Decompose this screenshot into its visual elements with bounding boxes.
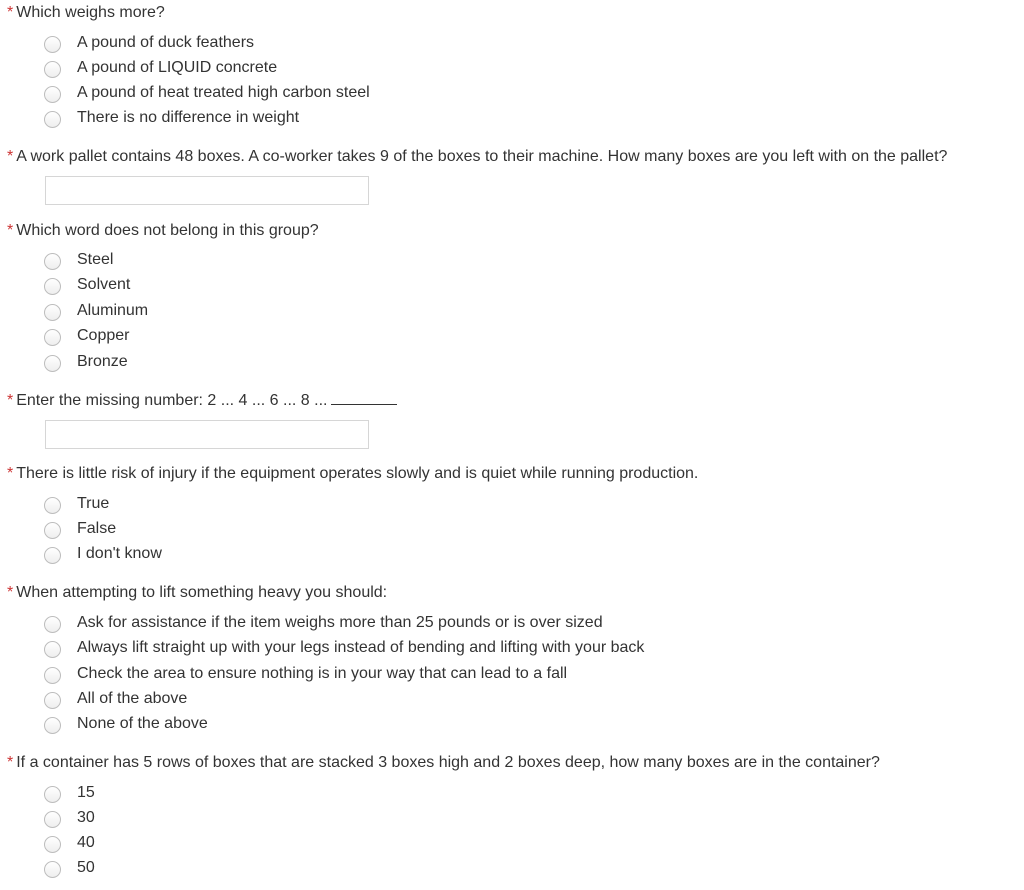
option-label: 50: [77, 859, 95, 876]
radio-option[interactable]: [42, 33, 942, 55]
option-label: Always lift straight up with your legs instead of bending and lifting with your back: [77, 639, 645, 656]
radio-button[interactable]: [44, 61, 61, 78]
radio-button[interactable]: [44, 692, 61, 709]
question-text: There is little risk of injury if the equipment operates slowly and is quiet while running production.: [16, 465, 699, 482]
radio-button[interactable]: [44, 111, 61, 128]
question-title: [7, 583, 387, 603]
radio-button[interactable]: [44, 786, 61, 803]
question-title: [7, 221, 319, 241]
required-asterisk: *: [7, 148, 14, 165]
option-label: Copper: [77, 327, 130, 344]
radio-button[interactable]: [44, 355, 61, 372]
question-title: [7, 147, 947, 167]
option-label: False: [77, 520, 117, 537]
option-label: There is no difference in weight: [77, 109, 300, 126]
radio-option[interactable]: [42, 494, 942, 516]
option-label: A pound of LIQUID concrete: [77, 59, 278, 76]
required-asterisk: *: [7, 754, 14, 771]
radio-option[interactable]: [42, 108, 942, 130]
question-text: When attempting to lift something heavy you should:: [16, 584, 388, 601]
question-title: [7, 3, 165, 23]
radio-button[interactable]: [44, 86, 61, 103]
question-text: A work pallet contains 48 boxes. A co-worker takes 9 of the boxes to their machine. How many boxes are you left with on the pallet?: [16, 148, 948, 165]
required-asterisk: *: [7, 584, 14, 601]
radio-option[interactable]: [42, 58, 942, 80]
option-label: Check the area to ensure nothing is in your way that can lead to a fall: [77, 665, 568, 682]
radio-option[interactable]: [42, 833, 942, 855]
radio-button[interactable]: [44, 497, 61, 514]
radio-option[interactable]: [42, 519, 942, 541]
option-label: Bronze: [77, 353, 128, 370]
radio-option[interactable]: [42, 544, 942, 566]
radio-button[interactable]: [44, 811, 61, 828]
radio-button[interactable]: [44, 616, 61, 633]
option-label: A pound of heat treated high carbon steel: [77, 84, 370, 101]
option-label: Solvent: [77, 276, 131, 293]
option-label: None of the above: [77, 715, 208, 732]
option-label: True: [77, 495, 110, 512]
option-label: A pound of duck feathers: [77, 34, 255, 51]
radio-button[interactable]: [44, 278, 61, 295]
radio-button[interactable]: [44, 522, 61, 539]
radio-option[interactable]: [42, 689, 942, 711]
radio-button[interactable]: [44, 36, 61, 53]
required-asterisk: *: [7, 222, 14, 239]
option-label: 30: [77, 809, 95, 826]
radio-option[interactable]: [42, 808, 942, 830]
radio-button[interactable]: [44, 717, 61, 734]
radio-option[interactable]: [42, 613, 942, 635]
question-text: Which word does not belong in this group?: [16, 222, 319, 239]
option-label: I don't know: [77, 545, 162, 562]
option-label: Ask for assistance if the item weighs more than 25 pounds or is over sized: [77, 614, 603, 631]
option-label: All of the above: [77, 690, 188, 707]
radio-option[interactable]: [42, 301, 942, 323]
radio-button[interactable]: [44, 304, 61, 321]
question-text: Which weighs more?: [16, 4, 165, 21]
radio-button[interactable]: [44, 667, 61, 684]
radio-option[interactable]: [42, 783, 942, 805]
question-text: If a container has 5 rows of boxes that are stacked 3 boxes high and 2 boxes deep, how many boxes are in the container?: [16, 754, 880, 771]
option-label: 40: [77, 834, 95, 851]
option-label: Aluminum: [77, 302, 149, 319]
question-text: Enter the missing number: 2 ... 4 ... 6 ... 8 ...: [16, 392, 328, 409]
question-title: [7, 391, 397, 411]
radio-option[interactable]: [42, 326, 942, 348]
radio-option[interactable]: [42, 664, 942, 686]
required-asterisk: *: [7, 392, 14, 409]
radio-option[interactable]: [42, 83, 942, 105]
pallet-answer-input[interactable]: [45, 176, 369, 205]
radio-button[interactable]: [44, 641, 61, 658]
radio-option[interactable]: [42, 250, 942, 272]
option-label: 15: [77, 784, 95, 801]
radio-option[interactable]: [42, 275, 942, 297]
required-asterisk: *: [7, 4, 14, 21]
option-label: Steel: [77, 251, 114, 268]
radio-option[interactable]: [42, 714, 942, 736]
radio-button[interactable]: [44, 836, 61, 853]
required-asterisk: *: [7, 465, 14, 482]
radio-option[interactable]: [42, 638, 942, 660]
radio-button[interactable]: [44, 861, 61, 878]
blank-underline: [331, 391, 397, 405]
question-title: [7, 464, 698, 484]
radio-button[interactable]: [44, 547, 61, 564]
radio-button[interactable]: [44, 253, 61, 270]
radio-option[interactable]: [42, 352, 942, 374]
missing-number-input[interactable]: [45, 420, 369, 449]
radio-button[interactable]: [44, 329, 61, 346]
question-title: [7, 753, 880, 773]
radio-option[interactable]: [42, 858, 942, 880]
